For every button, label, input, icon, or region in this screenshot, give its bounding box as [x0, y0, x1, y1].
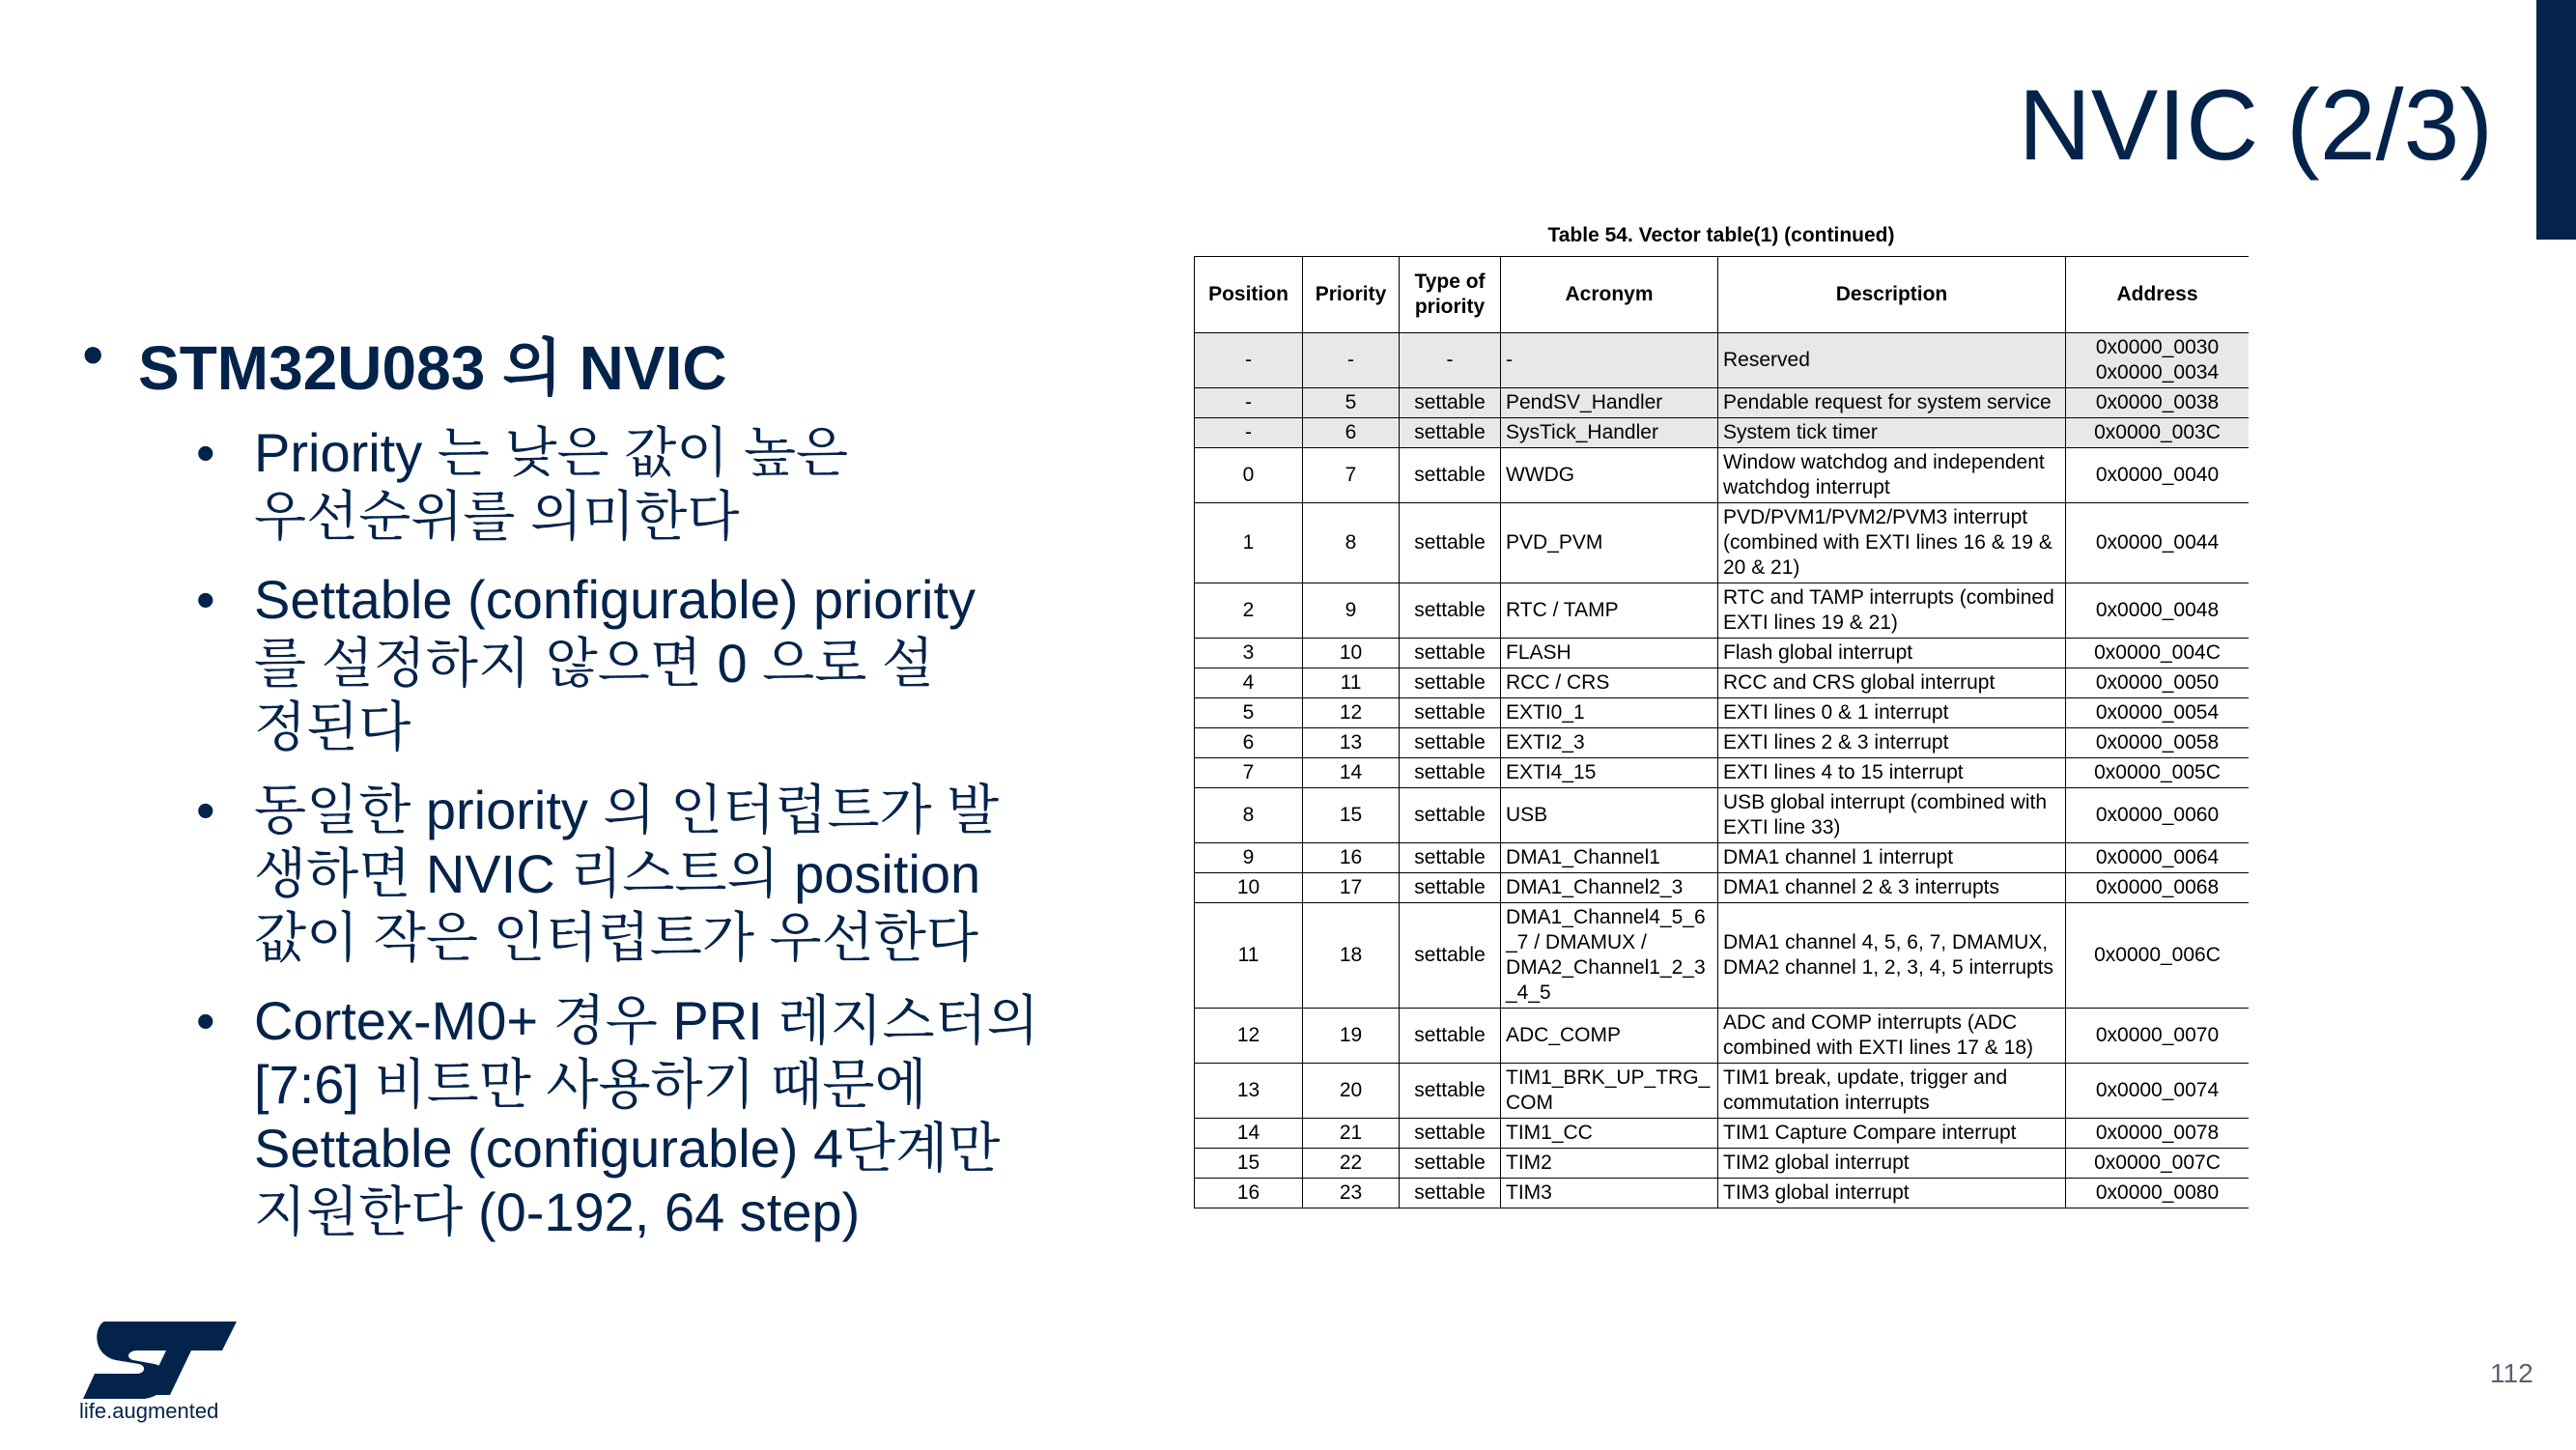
accent-bar — [2536, 0, 2576, 240]
cell-type: settable — [1400, 1179, 1501, 1208]
cell-type: settable — [1400, 448, 1501, 503]
cell-acronym: DMA1_Channel2_3 — [1501, 873, 1718, 903]
cell-type: settable — [1400, 668, 1501, 698]
cell-description: Window watchdog and independent watchdog interrupt — [1718, 448, 2066, 503]
cell-position: 4 — [1195, 668, 1303, 698]
cell-description: DMA1 channel 2 & 3 interrupts — [1718, 873, 2066, 903]
cell-acronym: TIM1_BRK_UP_TRG_COM — [1501, 1064, 1718, 1119]
cell-acronym: USB — [1501, 788, 1718, 843]
cell-acronym: WWDG — [1501, 448, 1718, 503]
header-priority: Priority — [1303, 257, 1400, 333]
table-row — [1195, 1179, 2250, 1208]
cell-description: RCC and CRS global interrupt — [1718, 668, 2066, 698]
header-acronym: Acronym — [1501, 257, 1718, 333]
cell-address: 0x0000_0044 — [2066, 503, 2250, 583]
table-row — [1195, 1119, 2250, 1149]
cell-type: settable — [1400, 903, 1501, 1009]
cell-type: settable — [1400, 728, 1501, 758]
table-header-row — [1195, 257, 2250, 333]
cell-type: settable — [1400, 388, 1501, 418]
bullet-main: • STM32U083 의 NVIC — [82, 319, 1087, 408]
cell-priority: 21 — [1303, 1119, 1400, 1149]
cell-description: TIM3 global interrupt — [1718, 1179, 2066, 1208]
cell-acronym: ADC_COMP — [1501, 1009, 1718, 1064]
cell-description: DMA1 channel 1 interrupt — [1718, 843, 2066, 873]
cell-position: 0 — [1195, 448, 1303, 503]
table-row — [1195, 728, 2250, 758]
cell-acronym: RCC / CRS — [1501, 668, 1718, 698]
cell-address: 0x0000_0080 — [2066, 1179, 2250, 1208]
cell-acronym: SysTick_Handler — [1501, 418, 1718, 448]
cell-description: EXTI lines 4 to 15 interrupt — [1718, 758, 2066, 788]
cell-priority: 14 — [1303, 758, 1400, 788]
cell-description: TIM1 Capture Compare interrupt — [1718, 1119, 2066, 1149]
cell-acronym: TIM2 — [1501, 1149, 1718, 1179]
cell-address: 0x0000_0058 — [2066, 728, 2250, 758]
cell-address: 0x0000_0048 — [2066, 583, 2250, 639]
cell-priority: 23 — [1303, 1179, 1400, 1208]
cell-type: settable — [1400, 1119, 1501, 1149]
cell-address: 0x0000_0040 — [2066, 448, 2250, 503]
cell-address: 0x0000_0070 — [2066, 1009, 2250, 1064]
cell-position: 15 — [1195, 1149, 1303, 1179]
cell-description: Flash global interrupt — [1718, 639, 2066, 668]
table-row — [1195, 1009, 2250, 1064]
table-row — [1195, 388, 2250, 418]
cell-address: 0x0000_007C — [2066, 1149, 2250, 1179]
page-number: 112 — [2490, 1358, 2534, 1388]
cell-priority: 22 — [1303, 1149, 1400, 1179]
table-row — [1195, 903, 2250, 1009]
cell-acronym: TIM1_CC — [1501, 1119, 1718, 1149]
cell-address: 0x0000_003C — [2066, 418, 2250, 448]
cell-address: 0x0000_0054 — [2066, 698, 2250, 728]
cell-position: 7 — [1195, 758, 1303, 788]
cell-priority: - — [1303, 333, 1400, 388]
cell-acronym: FLASH — [1501, 639, 1718, 668]
cell-address: 0x0000_0060 — [2066, 788, 2250, 843]
cell-position: 13 — [1195, 1064, 1303, 1119]
cell-priority: 20 — [1303, 1064, 1400, 1119]
table-row — [1195, 503, 2250, 583]
table-row — [1195, 448, 2250, 503]
cell-position: 16 — [1195, 1179, 1303, 1208]
cell-acronym: PendSV_Handler — [1501, 388, 1718, 418]
cell-address: 0x0000_0038 — [2066, 388, 2250, 418]
cell-address: 0x0000_0078 — [2066, 1119, 2250, 1149]
cell-acronym: PVD_PVM — [1501, 503, 1718, 583]
logo-tagline: life.augmented — [79, 1399, 219, 1423]
bullet-sub-3: • 동일한 priority 의 인터럽트가 발 생하면 NVIC 리스트의 position 값이 작은 인터럽트가 우선한다 — [196, 779, 1087, 970]
cell-description: System tick timer — [1718, 418, 2066, 448]
cell-type: settable — [1400, 843, 1501, 873]
cell-priority: 16 — [1303, 843, 1400, 873]
cell-position: - — [1195, 388, 1303, 418]
cell-address: 0x0000_0074 — [2066, 1064, 2250, 1119]
cell-description: EXTI lines 0 & 1 interrupt — [1718, 698, 2066, 728]
cell-priority: 8 — [1303, 503, 1400, 583]
header-type: Type of priority — [1400, 257, 1501, 333]
bullet-sub-2: • Settable (configurable) priority 를 설정하지 않으면 0 으로 설 정된다 — [196, 568, 1087, 759]
cell-type: settable — [1400, 1009, 1501, 1064]
cell-priority: 15 — [1303, 788, 1400, 843]
cell-acronym: TIM3 — [1501, 1179, 1718, 1208]
cell-type: settable — [1400, 758, 1501, 788]
cell-priority: 10 — [1303, 639, 1400, 668]
cell-acronym: DMA1_Channel1 — [1501, 843, 1718, 873]
cell-type: settable — [1400, 698, 1501, 728]
cell-description: DMA1 channel 4, 5, 6, 7, DMAMUX, DMA2 channel 1, 2, 3, 4, 5 interrupts — [1718, 903, 2066, 1009]
bullet-sub-4: • Cortex-M0+ 경우 PRI 레지스터의 [7:6] 비트만 사용하기 때문에 Settable (configurable) 4단계만 지원한다 (0-192, 64 step) — [196, 989, 1087, 1244]
cell-address: 0x0000_006C — [2066, 903, 2250, 1009]
table-row — [1195, 758, 2250, 788]
cell-acronym: EXTI0_1 — [1501, 698, 1718, 728]
header-position: Position — [1195, 257, 1303, 333]
table-row — [1195, 583, 2250, 639]
table-caption: Table 54. Vector table(1) (continued) — [1547, 224, 1895, 246]
cell-description: RTC and TAMP interrupts (combined EXTI lines 19 & 21) — [1718, 583, 2066, 639]
cell-address: 0x0000_0050 — [2066, 668, 2250, 698]
table-row — [1195, 843, 2250, 873]
table-row — [1195, 668, 2250, 698]
cell-position: 12 — [1195, 1009, 1303, 1064]
cell-description: USB global interrupt (combined with EXTI line 33) — [1718, 788, 2066, 843]
cell-address: 0x0000_0064 — [2066, 843, 2250, 873]
header-description: Description — [1718, 257, 2066, 333]
table-row — [1195, 1149, 2250, 1179]
cell-description: ADC and COMP interrupts (ADC combined with EXTI lines 17 & 18) — [1718, 1009, 2066, 1064]
cell-type: - — [1400, 333, 1501, 388]
cell-priority: 13 — [1303, 728, 1400, 758]
cell-type: settable — [1400, 418, 1501, 448]
cell-acronym: RTC / TAMP — [1501, 583, 1718, 639]
cell-position: - — [1195, 333, 1303, 388]
cell-type: settable — [1400, 1149, 1501, 1179]
cell-position: 5 — [1195, 698, 1303, 728]
bullet-sub-1: • Priority 는 낮은 값이 높은 우선순위를 의미한다 — [196, 421, 1087, 549]
cell-description: Pendable request for system service — [1718, 388, 2066, 418]
header-address: Address — [2066, 257, 2250, 333]
cell-priority: 9 — [1303, 583, 1400, 639]
cell-priority: 7 — [1303, 448, 1400, 503]
cell-priority: 6 — [1303, 418, 1400, 448]
cell-priority: 19 — [1303, 1009, 1400, 1064]
vector-table-image — [1194, 256, 2249, 1391]
vector-table — [1194, 256, 2249, 1208]
bullet-list — [82, 319, 1087, 1264]
cell-position: 14 — [1195, 1119, 1303, 1149]
table-row — [1195, 418, 2250, 448]
table-row — [1195, 698, 2250, 728]
cell-priority: 17 — [1303, 873, 1400, 903]
cell-position: 11 — [1195, 903, 1303, 1009]
cell-acronym: EXTI2_3 — [1501, 728, 1718, 758]
cell-position: - — [1195, 418, 1303, 448]
cell-priority: 11 — [1303, 668, 1400, 698]
cell-type: settable — [1400, 583, 1501, 639]
cell-type: settable — [1400, 1064, 1501, 1119]
slide-title: NVIC (2/3) — [2018, 70, 2493, 182]
cell-type: settable — [1400, 503, 1501, 583]
cell-priority: 5 — [1303, 388, 1400, 418]
cell-acronym: EXTI4_15 — [1501, 758, 1718, 788]
cell-position: 3 — [1195, 639, 1303, 668]
cell-address: 0x0000_005C — [2066, 758, 2250, 788]
cell-position: 9 — [1195, 843, 1303, 873]
cell-position: 8 — [1195, 788, 1303, 843]
cell-description: Reserved — [1718, 333, 2066, 388]
cell-priority: 12 — [1303, 698, 1400, 728]
table-row — [1195, 333, 2250, 388]
cell-position: 2 — [1195, 583, 1303, 639]
cell-priority: 18 — [1303, 903, 1400, 1009]
cell-type: settable — [1400, 788, 1501, 843]
table-row — [1195, 873, 2250, 903]
cell-address: 0x0000_0068 — [2066, 873, 2250, 903]
table-row — [1195, 1064, 2250, 1119]
cell-description: PVD/PVM1/PVM2/PVM3 interrupt (combined with EXTI lines 16 & 19 & 20 & 21) — [1718, 503, 2066, 583]
cell-position: 1 — [1195, 503, 1303, 583]
cell-type: settable — [1400, 873, 1501, 903]
cell-address: 0x0000_0030 0x0000_0034 — [2066, 333, 2250, 388]
cell-type: settable — [1400, 639, 1501, 668]
table-row — [1195, 639, 2250, 668]
cell-position: 6 — [1195, 728, 1303, 758]
cell-description: TIM1 break, update, trigger and commutation interrupts — [1718, 1064, 2066, 1119]
cell-address: 0x0000_004C — [2066, 639, 2250, 668]
cell-description: EXTI lines 2 & 3 interrupt — [1718, 728, 2066, 758]
cell-acronym: DMA1_Channel4_5_6_7 / DMAMUX / DMA2_Channel1_2_3_4_5 — [1501, 903, 1718, 1009]
table-body — [1195, 333, 2250, 1208]
cell-position: 10 — [1195, 873, 1303, 903]
table-row — [1195, 788, 2250, 843]
cell-acronym: - — [1501, 333, 1718, 388]
cell-description: TIM2 global interrupt — [1718, 1149, 2066, 1179]
